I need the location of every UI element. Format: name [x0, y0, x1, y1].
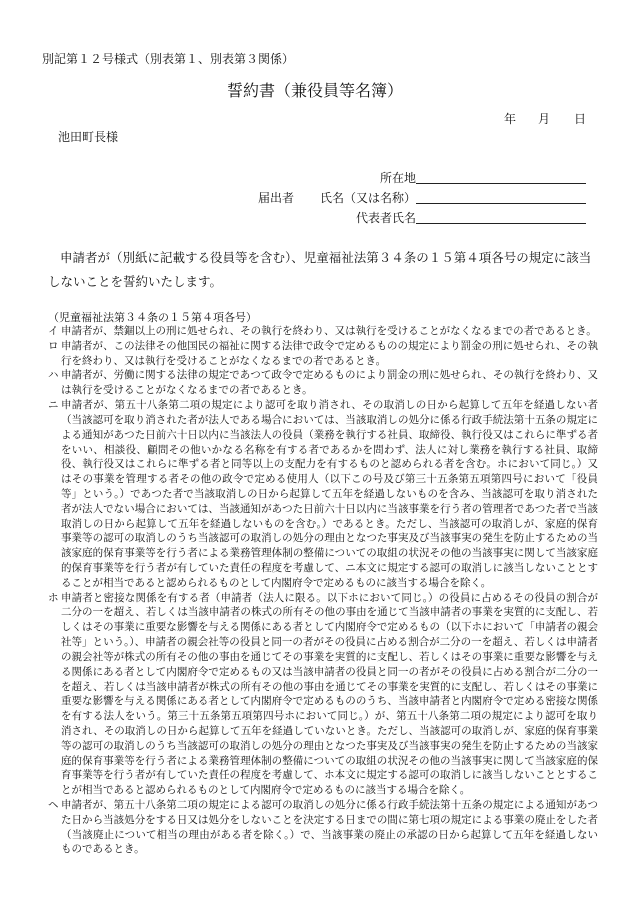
item-mark: イ: [48, 325, 59, 337]
item-mark: ニ: [48, 399, 59, 412]
item-mark: ハ: [48, 369, 59, 382]
item-text: 申請者が、第五十八条第二項の規定により認可を取り消され、その取消しの日から起算して五年を経過しない者（当該認可を取り消された者が法人である場合においては、当該取消しの処分に係る行政手続法第十五条の規定による通知があつた日前六十日以内に当該法人の役員（業務を執行する社員、取締役、執行役又はこれらに準ずる者をいい、相談役、顧問その他いかなる名称を有する者であるかを問わず、法人に対し業務を執行する社員、取締役、執行役又はこれらに準ずる者と同等以上の支配力を有するものと認められる者を含む。ホにおいて同じ。）又はその事業を管理する者その他の政令で定める使用人（以下この号及び第三十五条第五項第四号において「役員等」という。）であつた者で当該取消しの日から起算して五年を経過しないものを含み、当該認可を取り消された者が法人でない場合においては、当該通知があつた日前六十日以内に当該事業を行う者の管理者であつた者で当該取消しの日から起算して五年を経過しないものを含む。）であるとき。ただし、当該認可の取消しが、家庭的保育事業等の認可の取消しのうち当該認可の取消しの処分の理由となつた事実及び当該事実の発生を防止するための当該家庭的保育事業等を行う者による業務管理体制の整備についての取組の状況その他の当該事実に関して当該家庭的保育事業等を行う者が有していた責任の程度を考慮して、ニ本文に規定する認可の取消しに該当しないこととすることが相当であると認められるものとして内閣府令で定めるものに該当する場合を除く。: [61, 399, 598, 589]
form-number: 別記第１２号様式（別表第１、別表第３関係）: [42, 52, 295, 66]
address-line: [416, 183, 586, 184]
items-heading: （児童福祉法第３４条の１５第４項各号）: [48, 311, 257, 324]
item-text: 申請者が、第五十八条第二項の規定による認可の取消しの処分に係る行政手続法第十五条の規定による通知があつた日から当該処分をする日又は処分をしないことを決定する日までの間に第七項の規定による事業の廃止をした者（当該廃止について相当の理由がある者を除く。）で、当該事業の廃止の承認の日から起算して五年を経過しないものであるとき。: [61, 799, 598, 856]
representative-label: 代表者氏名: [355, 211, 416, 225]
item-text: 申請者と密接な関係を有する者（申請者（法人に限る。以下ホにおいて同じ。）の役員に占めるその役員の割合が二分の一を超え、若しくは当該申請者の株式の所有その他の事由を通じて当該申請者の事業を実質的に支配し、若しくはその事業に重要な影響を与える関係にある者として内閣府令で定めるもの（以下ホにおいて「申請者の親会社等」という。）、申請者の親会社等の役員と同一の者がその役員に占める割合が二分の一を超え、若しくは申請者の親会社等が株式の所有その他の事由を通じてその事業を実質的に支配し、若しくはその事業に重要な影響を与える関係にある者として内閣府令で定めるもの又は当該申請者の役員と同一の者がその役員に占める割合が二分の一を超え、若しくは当該申請者が株式の所有その他の事由を通じてその事業を実質的に支配し、若しくはその事業に重要な影響を与える関係にある者として内閣府令で定めるもののうち、当該申請者と内閣府令で定める密接な関係を有する法人をいう。第三十五条第五項第四号ホにおいて同じ。）が、第五十八条第二項の規定により認可を取り消され、その取消しの日から起算して五年を経過していないとき。ただし、当該認可の取消しが、家庭的保育事業等の認可の取消しのうち当該認可の取消しの処分の理由となつた事実及び当該事実の発生を防止するための当該家庭的保育事業等を行う者による業務管理体制の整備についての取組の状況その他の当該事実に関して当該家庭的保育事業等を行う者が有していた責任の程度を考慮して、ホ本文に規定する認可の取消しに該当しないこととすることが相当であると認められるものとして内閣府令で定めるものに該当する場合を除く。: [61, 591, 598, 797]
item-mark: ホ: [48, 591, 59, 604]
item-text: 申請者が、禁錮以上の刑に処せられ、その執行を終わり、又は執行を受けることがなくなるまでの者であるとき。: [61, 325, 597, 337]
address-label: 所在地: [379, 171, 416, 185]
addressee: 池田町長様: [58, 130, 119, 144]
representative-line: [416, 223, 586, 224]
list-item: [48, 798, 598, 857]
item-text: 申請者が、労働に関する法律の規定であつて政令で定めるものにより罰金の刑に処せられ、その執行を終わり、又は執行を受けることがなくなるまでの者であるとき。: [61, 369, 598, 397]
list-item: [48, 339, 598, 369]
list-item: [48, 398, 598, 591]
date-day: 日: [574, 112, 587, 126]
list-item: [48, 324, 598, 339]
pledge-statement: 申請者が（別紙に記載する役員等を含む）、児童福祉法第３４条の１５第４項各号の規定に該当しないことを誓約いたします。: [48, 250, 592, 289]
disqualification-items: [48, 324, 598, 857]
list-item: [48, 368, 598, 398]
item-mark: ヘ: [48, 799, 59, 811]
item-mark: ロ: [48, 339, 59, 352]
list-item: [48, 591, 598, 798]
date-month: 月: [538, 112, 551, 126]
applicant-label: 届出者: [258, 191, 295, 205]
item-text: 申請者が、この法律その他国民の福祉に関する法律で政令で定めるものの規定により罰金の刑に処せられ、その執行を終わり、又は執行を受けることがなくなるまでの者であるとき。: [61, 339, 598, 367]
document-title: 誓約書（兼役員等名簿）: [226, 81, 403, 100]
name-label: 氏名（又は名称）: [319, 191, 416, 205]
name-line: [416, 203, 586, 204]
date-year: 年: [504, 112, 517, 126]
